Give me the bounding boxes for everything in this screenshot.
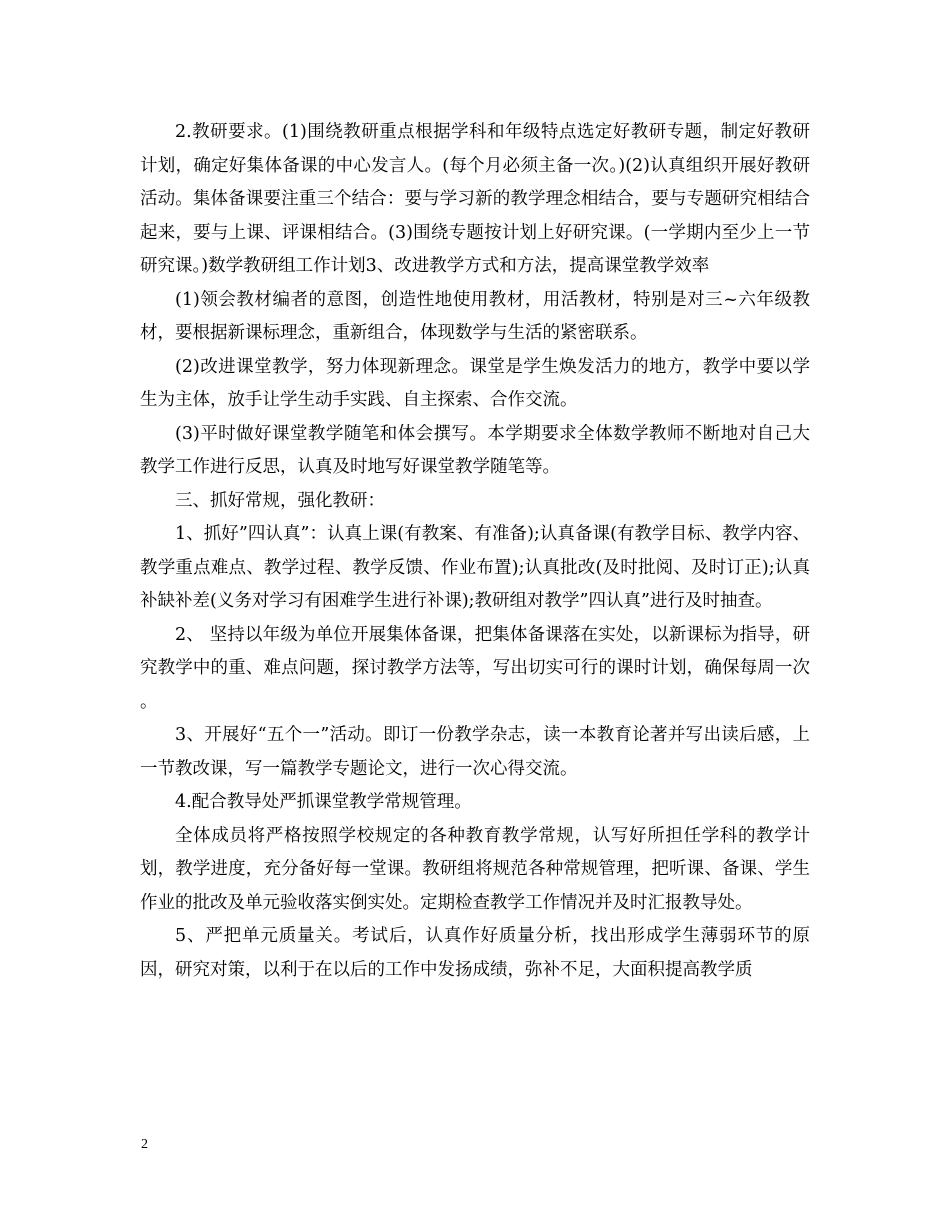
document-body bbox=[140, 116, 810, 987]
paragraph-improve-classroom: (2)改进课堂教学，努力体现新理念。课堂是学生焕发活力的地方，教学中要以学生为主体，放手让学生动手实践、自主探索、合作交流。 bbox=[140, 356, 810, 410]
paragraph-five-ones-activity: 3、开展好“五个一”活动。即订一份教学杂志，读一本教育论著并写出读后感，上一节教改课，写一篇教学专题论文，进行一次心得交流。 bbox=[140, 725, 810, 779]
paragraph-members-standards: 全体成员将严格按照学校规定的各种教育教学常规，认写好所担任学科的教学计划，教学进度，充分备好每一堂课。教研组将规范各种常规管理，把听课、备课、学生作业的批改及单元验收落实倒实处。定期检查教学工作情况并及时汇报教导处。 bbox=[140, 825, 810, 913]
page-number: 2 bbox=[141, 1137, 148, 1152]
paragraph-unit-quality: 5、严把单元质量关。考试后，认真作好质量分析，找出形成学生薄弱环节的原因，研究对策，以利于在以后的工作中发扬成绩，弥补不足，大面积提高教学质 bbox=[140, 926, 810, 980]
paragraph-collective-lesson-prep: 2、 坚持以年级为单位开展集体备课，把集体备课落在实处，以新课标为指导，研究教学中的重、难点问题，探讨教学方法等，写出切实可行的课时计划，确保每周一次 。 bbox=[140, 624, 810, 712]
paragraph-teaching-notes: (3)平时做好课堂教学随笔和体会撰写。本学期要求全体数学教师不断地对自己大教学工作进行反思，认真及时地写好课堂教学随笔等。 bbox=[140, 423, 810, 477]
section-heading-routine: 三、抓好常规，强化教研： bbox=[175, 490, 385, 511]
paragraph-routine-management: 4.配合教导处严抓课堂教学常规管理。 bbox=[175, 792, 472, 812]
paragraph-teaching-research-requirements: 2.教研要求。(1)围绕教研重点根据学科和年级特点选定好教研专题，制定好教研计划，确定好集体备课的中心发言人。(每个月必须主备一次。)(2)认真组织开展好教研活动。集体备课要注重三个结合：要与学习新的教学理念相结合，要与专题研究相结合起来，要与上课、评课相结合。(3)围绕专题按计划上好研究课。(一学期内至少上一节研究课。)数学教研组工作计划3、改进教学方式和方法，提高课堂教学效率 bbox=[140, 122, 810, 276]
paragraph-understand-textbook: (1)领会教材编者的意图，创造性地使用教材，用活教材，特别是对三~六年级教材，要根据新课标理念，重新组合，体现数学与生活的紧密联系。 bbox=[140, 289, 810, 343]
paragraph-four-diligences: 1、抓好”四认真”：认真上课(有教案、有准备);认真备课(有教学目标、教学内容、教学重点难点、教学过程、教学反馈、作业布置);认真批改(及时批阅、及时订正);认真补缺补差(义务对学习有困难学生进行补课);教研组对教学”四认真”进行及时抽查。 bbox=[140, 524, 810, 611]
